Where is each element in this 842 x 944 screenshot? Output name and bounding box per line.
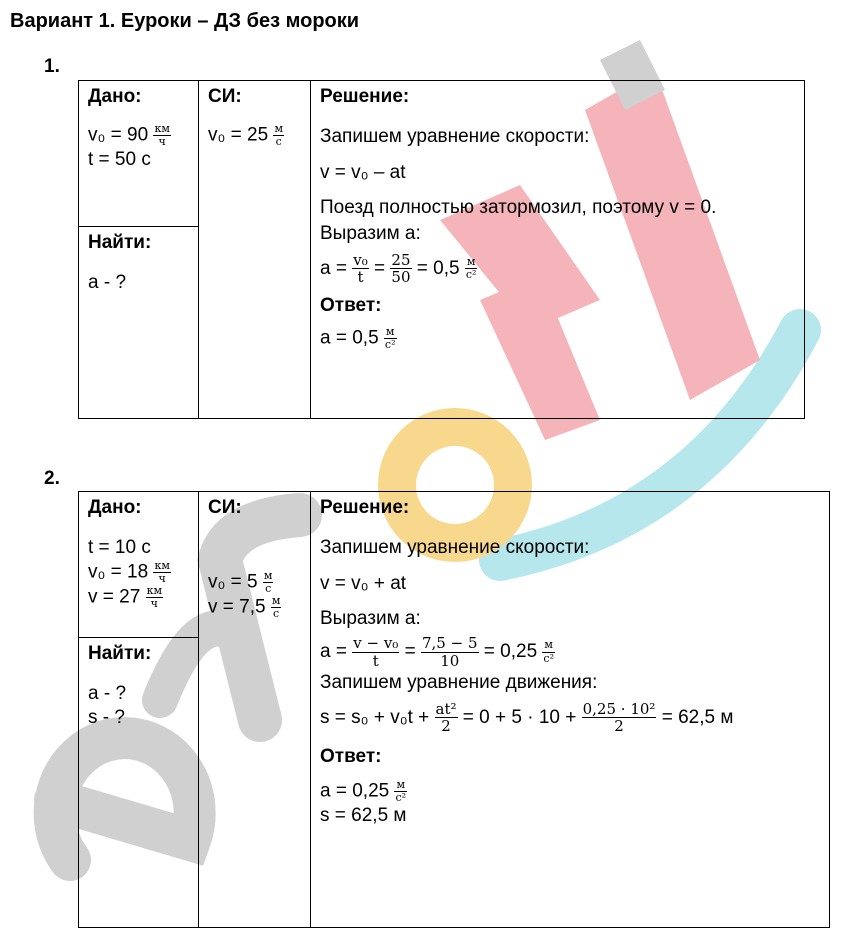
- si-v-text: v = 7,5: [208, 596, 266, 618]
- unit-den: ч: [150, 596, 158, 610]
- given-t: t = 10 с: [88, 536, 151, 558]
- given-v0-unit: [153, 560, 170, 585]
- answer-a: [320, 326, 795, 351]
- unit: [384, 326, 397, 351]
- formula-rhs: = 62,5 м: [661, 706, 734, 728]
- answer-label: Ответ:: [320, 745, 382, 767]
- frac-num: 25: [391, 250, 411, 269]
- unit-num: м: [263, 568, 273, 582]
- find-label: Найти:: [88, 643, 152, 664]
- solution-line: Запишем уравнение скорости:: [320, 125, 590, 147]
- fraction: [582, 701, 657, 735]
- unit-num: м: [271, 593, 281, 607]
- unit-num: м: [384, 326, 397, 339]
- given-v0-unit: [153, 123, 170, 148]
- answer-text: a = 0,5: [320, 327, 379, 349]
- unit: [542, 639, 555, 664]
- unit-num: м: [542, 639, 555, 652]
- frac-den: 10: [440, 651, 460, 670]
- solution-line: Запишем уравнение движения:: [320, 672, 598, 693]
- task-number-2: 2.: [44, 468, 60, 489]
- si-label: СИ:: [208, 86, 242, 107]
- task-1-solution: [311, 81, 805, 419]
- answer-label: Ответ:: [320, 294, 382, 316]
- si-v: [208, 595, 301, 620]
- answer-text: a = 0,25: [320, 780, 390, 802]
- unit-num: м: [465, 256, 478, 269]
- given-v0-text: v₀ = 18: [88, 561, 149, 583]
- frac-den: 2: [614, 717, 624, 736]
- given-v0-text: v₀ = 90: [88, 124, 149, 146]
- unit-den: с²: [465, 268, 477, 282]
- given-v0: [88, 560, 189, 585]
- given-v-text: v = 27: [88, 586, 141, 608]
- fraction: [435, 701, 458, 735]
- unit-num: км: [154, 121, 170, 135]
- page-title: Вариант 1. Еуроки – ДЗ без мороки: [10, 10, 360, 32]
- unit-num: км: [146, 583, 163, 597]
- formula-eq: = 0,25: [483, 641, 538, 663]
- formula-a: [320, 635, 820, 669]
- task-1-si: [199, 81, 311, 419]
- frac-num: 7,5 − 5: [421, 634, 478, 652]
- si-v0-unit: [273, 123, 284, 148]
- task-1-given: [79, 81, 199, 227]
- formula-a: [320, 252, 795, 286]
- fraction: [421, 635, 479, 669]
- task-2-table: [78, 491, 830, 928]
- task-1-table: [78, 80, 805, 419]
- task-2-find: [79, 638, 199, 928]
- unit-den: с: [273, 607, 280, 621]
- frac-den: t: [372, 651, 379, 670]
- given-v0: [88, 123, 189, 148]
- solution-label: Решение:: [320, 86, 410, 107]
- formula-lhs: s = s₀ + v₀t +: [320, 706, 430, 728]
- task-1-find: [79, 227, 199, 419]
- formula-s: [320, 701, 820, 735]
- si-v-unit: [271, 595, 282, 620]
- fraction: [352, 252, 369, 286]
- given-label: Дано:: [88, 497, 142, 518]
- formula-lhs: a =: [320, 257, 347, 279]
- solution-label: Решение:: [320, 497, 410, 518]
- unit-den: ч: [158, 134, 166, 148]
- task-2-solution: [311, 492, 830, 928]
- formula-mid: = 0 + 5 · 10 +: [462, 706, 577, 728]
- solution-line: v = v₀ – at: [320, 161, 406, 183]
- frac-den: 2: [441, 717, 451, 736]
- solution-line: Поезд полностью затормозил, поэтому v = 0.: [320, 197, 717, 219]
- si-v0: [208, 570, 301, 595]
- si-v0-unit: [263, 570, 274, 595]
- formula-eq: =: [374, 257, 386, 279]
- unit-num: км: [154, 558, 170, 572]
- unit-num: м: [274, 121, 284, 135]
- unit-den: с²: [384, 337, 396, 351]
- frac-den: t: [357, 268, 364, 287]
- unit: [465, 256, 478, 281]
- formula-lhs: a =: [320, 641, 347, 663]
- frac-num: v₀: [353, 250, 368, 269]
- find-a: a - ?: [88, 682, 127, 704]
- frac-num: 0,25 · 10²: [582, 699, 656, 718]
- si-label: СИ:: [208, 497, 242, 518]
- task-2-given: [79, 492, 199, 638]
- si-v0: [208, 123, 301, 148]
- find-a: a - ?: [88, 271, 127, 293]
- fraction: [352, 635, 399, 669]
- unit-den: с²: [395, 790, 407, 804]
- frac-num: v − v₀: [353, 634, 399, 652]
- find-s: s - ?: [88, 706, 125, 728]
- task-2-si: [199, 492, 311, 928]
- solution-line: Выразим a:: [320, 608, 421, 630]
- si-v0-text: v₀ = 5: [208, 571, 258, 593]
- answer-a: [320, 779, 820, 804]
- formula-eq: = 0,5: [416, 257, 460, 279]
- frac-num: at²: [435, 699, 457, 718]
- si-v0-text: v₀ = 25: [208, 124, 269, 146]
- solution-line: Выразим a:: [320, 223, 421, 244]
- given-label: Дано:: [88, 86, 142, 107]
- solution-line: Запишем уравнение скорости:: [320, 536, 590, 558]
- unit-den: с: [265, 581, 272, 595]
- frac-den: 50: [391, 268, 411, 287]
- formula-eq: =: [404, 641, 416, 663]
- unit: [394, 779, 407, 804]
- find-label: Найти:: [88, 232, 152, 253]
- unit-num: м: [394, 779, 407, 792]
- solution-line: v = v₀ + at: [320, 572, 407, 594]
- unit-den: с²: [543, 651, 554, 665]
- unit-den: ч: [158, 571, 166, 585]
- given-v: [88, 585, 189, 610]
- unit-den: с: [275, 134, 282, 148]
- given-t: t = 50 с: [88, 148, 151, 170]
- answer-s: s = 62,5 м: [320, 804, 407, 826]
- given-v-unit: [146, 585, 163, 610]
- task-number-1: 1.: [44, 56, 60, 77]
- fraction: [390, 252, 411, 286]
